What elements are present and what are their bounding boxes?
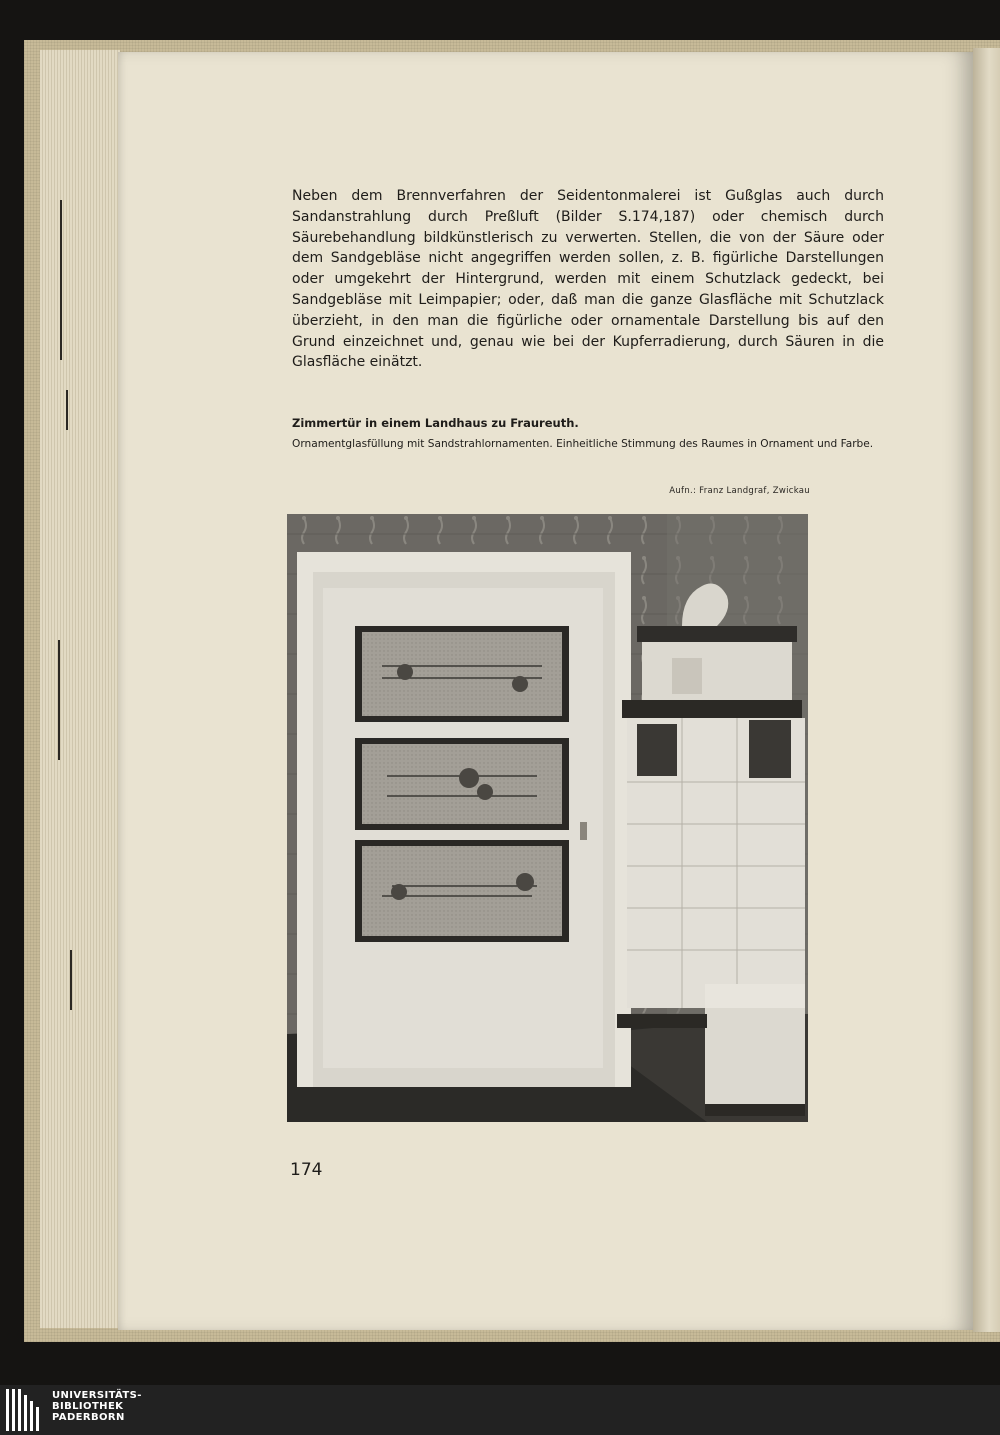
library-logo-icon	[6, 1389, 46, 1431]
facing-page-edge	[973, 48, 1000, 1332]
page-tab-mark	[66, 390, 68, 430]
caption-title: Zimmertür in einem Landhaus zu Fraureuth.	[292, 416, 579, 430]
page-tab-mark	[60, 200, 62, 360]
photo-credit: Aufn.: Franz Landgraf, Zwickau	[669, 486, 810, 496]
page-number: 174	[290, 1160, 323, 1180]
door-photograph	[287, 514, 808, 1122]
page-edge-stack	[40, 50, 120, 1328]
library-name-line3: PADERBORN	[52, 1412, 125, 1423]
page-tab-mark	[70, 950, 72, 1010]
body-paragraph: Neben dem Brennverfahren der Seidentonmalerei ist Gußglas auch durch Sandanstrahlung durch Preßluft (Bilder S.174,187) oder chemisch durch Säurebehandlung bildkünstlerisch zu verwerten. Stellen, die von der Säure oder dem Sandgebläse nicht angegriffen werden sollen, z. B. figürliche Darstellungen oder umgekehrt der Hintergrund, werden mit einem Schutzlack gedeckt, bei Sandgebläse mit Leimpapier; oder, daß man die ganze Glasfläche mit Schutzlack überzieht, in den man die figürliche oder ornamentale Darstellung bis auf den Grund einzeichnet und, genau wie bei der Kupferradierung, durch Säuren in die Glasfläche einätzt.	[292, 188, 884, 371]
footer-bar	[0, 1385, 1000, 1435]
library-name-line2: BIBLIOTHEK	[52, 1401, 124, 1412]
page-tab-mark	[58, 640, 60, 760]
library-name-line1: UNIVERSITÄTS-	[52, 1390, 142, 1401]
caption-text: Ornamentglasfüllung mit Sandstrahlornamenten. Einheitliche Stimmung des Raumes in Ornament und Farbe.	[292, 438, 874, 450]
library-name	[52, 1390, 142, 1423]
